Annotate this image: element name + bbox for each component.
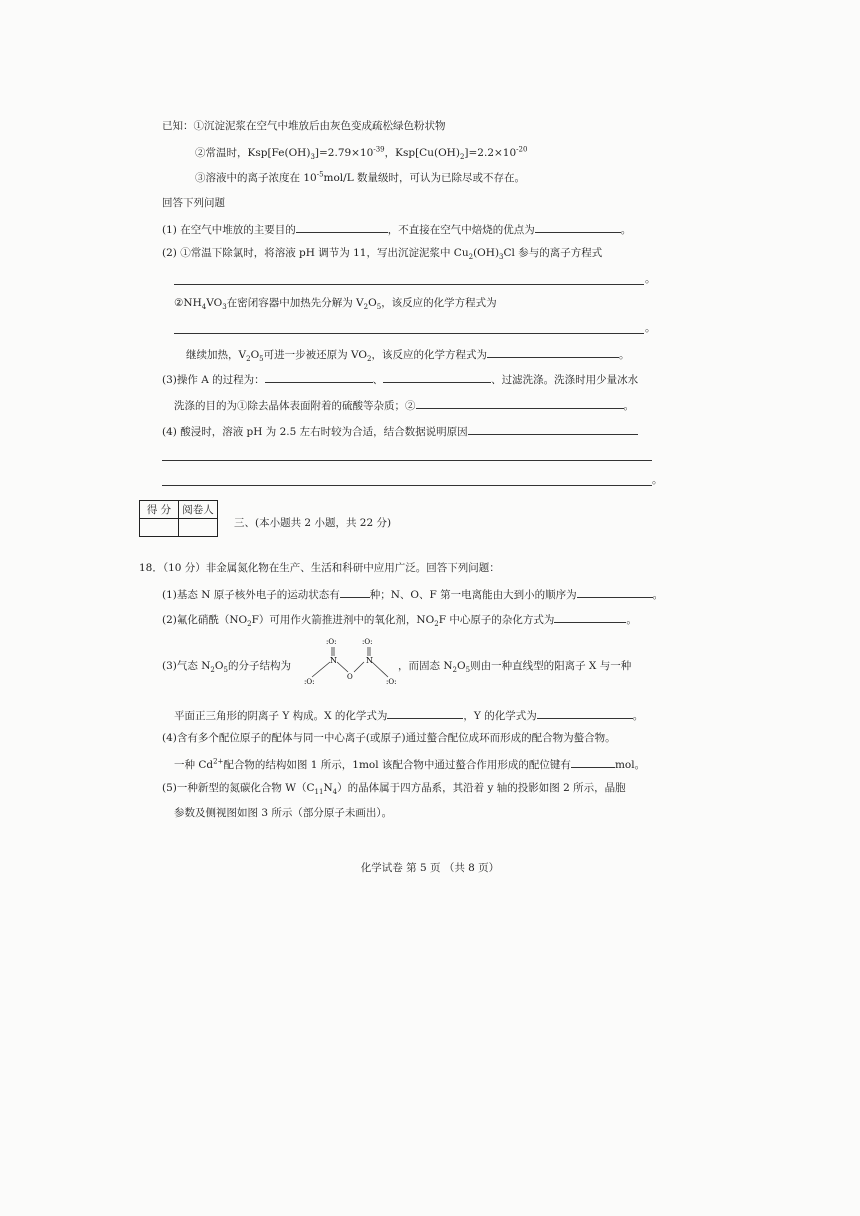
grader-header: 阅卷人	[179, 501, 218, 519]
q4-answer-line-2[interactable]	[162, 485, 652, 486]
mol-o-top-left: :O:	[326, 638, 337, 646]
q3-blank-2[interactable]	[383, 371, 491, 383]
q4-blank-1[interactable]	[468, 423, 638, 435]
score-header: 得 分	[140, 501, 179, 519]
section-3-heading: 三、(本小题共 2 小题，共 22 分)	[234, 517, 392, 529]
q18-blank-5[interactable]	[537, 707, 633, 719]
q18-blank-2[interactable]	[577, 586, 653, 598]
q18-part3-line1-tail: ，而固态 $N_2O_5$则由一种直线型的阳离子 X 与一种	[398, 660, 632, 675]
q2-line-1: (2) ①常温下除氯时，将溶液 pH 调节为 11，写出沉淀泥浆中 $Cu_2(OH)_3Cl$ 参与的离子方程式	[162, 247, 603, 262]
q3-blank-3[interactable]	[416, 397, 624, 409]
page-footer: 化学试卷 第 5 页 （共 8 页）	[360, 862, 500, 874]
grader-cell[interactable]	[179, 519, 218, 537]
known-concentration-line: ③溶液中的离子浓度在 $10^{-5}mol/L$ 数量级时，可认为已除尽或不存在。	[195, 170, 526, 184]
q3-blank-1[interactable]	[265, 371, 373, 383]
q18-blank-6[interactable]	[571, 756, 615, 768]
q2-blank-3[interactable]	[487, 346, 619, 358]
mol-n-right: N	[366, 656, 373, 665]
q18-part4-line1: (4)含有多个配位原子的配体与同一中心离子(或原子)通过螯合配位成环而形成的配合物为螯合物。	[162, 732, 616, 744]
q3-line-1: (3)操作 A 的过程为： 、 、过滤洗涤。洗涤时用少量冰水	[162, 371, 638, 387]
mol-o-bottom-left: :O:	[304, 678, 315, 686]
q18-part3-line2: 平面正三角形的阴离子 Y 构成。X 的化学式为 ，Y 的化学式为 。	[174, 707, 643, 723]
known-intro-line: 已知：①沉淀泥浆在空气中堆放后由灰色变成疏松绿色粉状物	[162, 120, 446, 132]
q2-line-2: $②NH_4VO_3$在密闭容器中加热先分解为 $V_2O_5$，该反应的化学方程式为	[174, 297, 497, 312]
q4-line: (4) 酸浸时，溶液 pH 为 2.5 左右时较为合适，结合数据说明原因	[162, 423, 638, 439]
q2-end-1: 。	[645, 273, 656, 285]
q2-end-2: 。	[645, 322, 656, 334]
score-table	[139, 500, 218, 537]
q1-line: (1) 在空气中堆放的主要目的 ，不直接在空气中焙烧的优点为 。	[162, 221, 631, 237]
q4-end: 。	[652, 474, 663, 486]
mol-o-bottom-right: :O:	[386, 678, 397, 686]
mol-o-bridge: O	[347, 673, 353, 681]
q18-part3-line1: (3)气态 $N_2O_5$的分子结构为	[162, 660, 291, 675]
mol-o-top-right: :O:	[362, 638, 373, 646]
q18-part2: (2)氟化硝酰$(NO_2F)$可用作火箭推进剂中的氧化剂，$NO_2F$ 中心原子的杂化方式为 。	[162, 611, 637, 627]
q2-answer-line-2[interactable]	[174, 333, 644, 334]
n2o5-structure-diagram	[300, 636, 400, 686]
q18-blank-4[interactable]	[387, 707, 463, 719]
known-ksp-line: ②常温时，$Ksp[Fe(OH)_3]=2.79\times 10^{-39}$，$Ksp[Cu(OH)_2]=2.2\times 10^{-20}$	[195, 145, 528, 162]
score-cell[interactable]	[140, 519, 179, 537]
q18-part1: (1)基态 N 原子核外电子的运动状态有 种；N、O、F 第一电离能由大到小的顺序为 。	[162, 586, 663, 602]
q18-part5-line1: (5)一种新型的氮碳化合物 $W(C_{11}N_4)$的晶体属于四方晶系，其沿着 y 轴的投影如图 2 所示，晶胞	[162, 782, 626, 797]
q1-blank-2[interactable]	[535, 221, 621, 233]
q1-blank-1[interactable]	[296, 221, 388, 233]
q3-line-2: 洗涤的目的为①除去晶体表面附着的硫酸等杂质；② 。	[174, 397, 634, 413]
q18-heading: 18．（10 分）非金属氮化物在生产、生活和科研中应用广泛。回答下列问题：	[139, 562, 500, 574]
q2-line-3: 继续加热，$V_2O_5$可进一步被还原为 $VO_2$，该反应的化学方程式为 。	[186, 346, 629, 362]
q2-answer-line-1[interactable]	[174, 284, 644, 285]
answer-prompt: 回答下列问题	[162, 197, 225, 209]
q18-part5-line2: 参数及侧视图如图 3 所示（部分原子未画出）。	[174, 807, 393, 819]
mol-n-left: N	[330, 656, 337, 665]
q4-answer-line-1[interactable]	[162, 460, 652, 461]
q18-blank-1[interactable]	[340, 586, 370, 598]
q18-part4-line2: 一种 $Cd^{2+}$配合物的结构如图 1 所示，1mol 该配合物中通过螯合作用形成的配位键有 mol。	[174, 757, 646, 771]
q18-blank-3[interactable]	[554, 611, 626, 623]
